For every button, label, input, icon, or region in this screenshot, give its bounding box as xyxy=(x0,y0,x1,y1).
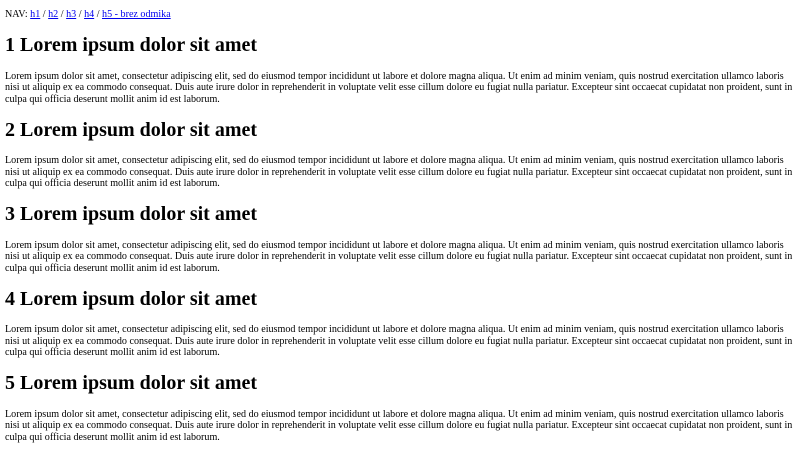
section-heading: 2 Lorem ipsum dolor sit amet xyxy=(5,118,258,141)
section-paragraph: Lorem ipsum dolor sit amet, consectetur adipiscing elit, sed do eiusmod tempor incididunt ut labore et dolore magna aliqua. Ut enim ad minim veniam, quis nostrud exercitation ullamco laboris nisi ut aliquip ex ea commodo consequat. Duis aute irure dolor in reprehenderit in voluptate velit esse cillum dolore eu fugiat nulla pariatur. Excepteur sint occaecat cupidatat non proident, sunt in culpa qui officia deserunt mollit anim id est laborum. xyxy=(5,239,793,274)
section-heading: 1 Lorem ipsum dolor sit amet xyxy=(5,34,258,56)
nav-link-h3[interactable]: h3 xyxy=(66,9,77,20)
section-paragraph: Lorem ipsum dolor sit amet, consectetur adipiscing elit, sed do eiusmod tempor incididunt ut labore et dolore magna aliqua. Ut enim ad minim veniam, quis nostrud exercitation ullamco laboris nisi ut aliquip ex ea commodo consequat. Duis aute irure dolor in reprehenderit in voluptate velit esse cillum dolore eu fugiat nulla pariatur. Excepteur sint occaecat cupidatat non proident, sunt in culpa qui officia deserunt mollit anim id est laborum. xyxy=(5,70,793,105)
section-heading: 5 Lorem ipsum dolor sit amet xyxy=(5,372,258,394)
section-5 xyxy=(5,372,795,443)
nav-link-h5[interactable]: h5 - brez odmika xyxy=(102,9,171,20)
section-4 xyxy=(5,288,795,359)
nav-link-h2[interactable]: h2 xyxy=(48,9,59,20)
nav-separator: / xyxy=(96,9,100,20)
nav-bar xyxy=(5,9,795,21)
nav-label: NAV: xyxy=(5,9,28,20)
section-2 xyxy=(5,119,795,190)
nav-separator: / xyxy=(42,9,46,20)
nav-link-h4[interactable]: h4 xyxy=(84,9,95,20)
nav-separator: / xyxy=(78,9,82,20)
section-3 xyxy=(5,203,795,274)
section-paragraph: Lorem ipsum dolor sit amet, consectetur adipiscing elit, sed do eiusmod tempor incididunt ut labore et dolore magna aliqua. Ut enim ad minim veniam, quis nostrud exercitation ullamco laboris nisi ut aliquip ex ea commodo consequat. Duis aute irure dolor in reprehenderit in voluptate velit esse cillum dolore eu fugiat nulla pariatur. Excepteur sint occaecat cupidatat non proident, sunt in culpa qui officia deserunt mollit anim id est laborum. xyxy=(5,155,793,189)
section-heading: 4 Lorem ipsum dolor sit amet xyxy=(5,287,258,310)
nav-link-h1[interactable]: h1 xyxy=(30,9,41,20)
section-heading: 3 Lorem ipsum dolor sit amet xyxy=(5,203,258,225)
section-paragraph: Lorem ipsum dolor sit amet, consectetur adipiscing elit, sed do eiusmod tempor incididunt ut labore et dolore magna aliqua. Ut enim ad minim veniam, quis nostrud exercitation ullamco laboris nisi ut aliquip ex ea commodo consequat. Duis aute irure dolor in reprehenderit in voluptate velit esse cillum dolore eu fugiat nulla pariatur. Excepteur sint occaecat cupidatat non proident, sunt in culpa qui officia deserunt mollit anim id est laborum. xyxy=(5,408,793,443)
section-paragraph: Lorem ipsum dolor sit amet, consectetur adipiscing elit, sed do eiusmod tempor incididunt ut labore et dolore magna aliqua. Ut enim ad minim veniam, quis nostrud exercitation ullamco laboris nisi ut aliquip ex ea commodo consequat. Duis aute irure dolor in reprehenderit in voluptate velit esse cillum dolore eu fugiat nulla pariatur. Excepteur sint occaecat cupidatat non proident, sunt in culpa qui officia deserunt mollit anim id est laborum. xyxy=(5,324,793,358)
nav-separator: / xyxy=(60,9,64,20)
section-1 xyxy=(5,34,795,105)
